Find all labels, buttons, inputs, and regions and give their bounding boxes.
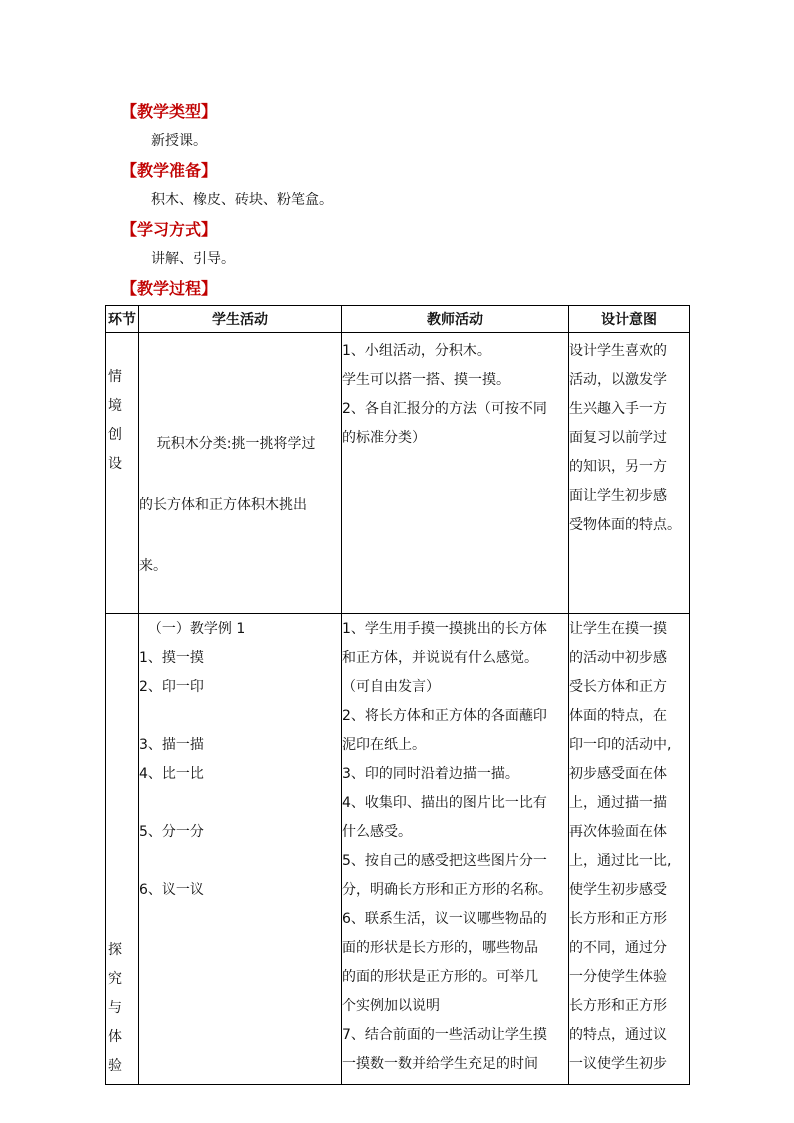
cell-line: 5、按自己的感受把这些图片分一 xyxy=(342,853,547,869)
teacher-activity-cell xyxy=(342,614,569,1085)
cell-line xyxy=(139,847,341,876)
cell-line: 的知识，另一方 xyxy=(569,459,667,475)
heading-teaching-process: 【教学过程】 xyxy=(121,279,218,298)
cell-line: 玩积木分类:挑一挑将学过 xyxy=(139,436,316,452)
cell-line: 1、学生用手摸一摸挑出的长方体 xyxy=(342,621,547,637)
stage-cell xyxy=(106,614,139,1085)
table-row xyxy=(106,614,690,1085)
lesson-plan-table xyxy=(105,305,690,1085)
stage-char: 究 xyxy=(108,971,122,987)
cell-line: 长方形和正方形 xyxy=(569,998,667,1014)
cell-line: 印一印的活动中, xyxy=(569,737,672,753)
cell-line: 上，通过描一描 xyxy=(569,795,667,811)
cell-line: 受长方体和正方 xyxy=(569,679,667,695)
cell-line: 3、描一描 xyxy=(139,737,204,753)
cell-line: 1、摸一摸 xyxy=(139,650,204,666)
text-teaching-type: 新授课。 xyxy=(151,133,207,149)
stage-char: 创 xyxy=(108,427,122,443)
cell-line: 3、印的同时沿着边描一描。 xyxy=(342,766,519,782)
cell-line: 6、议一议 xyxy=(139,882,204,898)
student-activity-cell xyxy=(139,614,342,1085)
stage-cell xyxy=(106,333,139,614)
cell-line: 一议使学生初步 xyxy=(569,1056,667,1072)
stage-char: 设 xyxy=(108,456,122,472)
cell-line: 使学生初步感受 xyxy=(569,882,667,898)
cell-line: （一）教学例 1 xyxy=(139,621,246,637)
cell-line: 4、收集印、描出的图片比一比有 xyxy=(342,795,547,811)
cell-line: 学生可以搭一搭、摸一摸。 xyxy=(342,372,510,388)
stage-char: 探 xyxy=(108,942,122,958)
cell-line: 面的形状是长方形的，哪些物品 xyxy=(342,940,538,956)
header-teacher-activity: 教师活动 xyxy=(342,306,569,333)
cell-line: 来。 xyxy=(139,558,167,574)
table-header-row xyxy=(106,306,690,333)
cell-line: 5、分一分 xyxy=(139,824,204,840)
cell-line: 受物体面的特点。 xyxy=(569,517,681,533)
cell-line: 1、小组活动，分积木。 xyxy=(342,343,491,359)
header-student-activity: 学生活动 xyxy=(139,306,342,333)
cell-line: 面复习以前学过 xyxy=(569,430,667,446)
cell-line: 再次体验面在体 xyxy=(569,824,667,840)
student-activity-cell xyxy=(139,333,342,614)
cell-line: 上，通过比一比, xyxy=(569,853,672,869)
header-stage: 环节 xyxy=(106,306,139,333)
cell-line: 让学生在摸一摸 xyxy=(569,621,667,637)
text-learning-method: 讲解、引导。 xyxy=(151,251,235,267)
cell-line xyxy=(139,702,341,731)
stage-char: 情 xyxy=(108,369,122,385)
cell-line: 初步感受面在体 xyxy=(569,766,667,782)
cell-line: 活动，以激发学 xyxy=(569,372,667,388)
cell-line: 泥印在纸上。 xyxy=(342,737,426,753)
cell-line: 的标准分类） xyxy=(342,430,426,446)
design-intent-cell xyxy=(569,614,690,1085)
cell-line: 生兴趣入手一方 xyxy=(569,401,667,417)
cell-line xyxy=(139,369,341,398)
cell-line: 和正方体，并说说有什么感觉。 xyxy=(342,650,538,666)
cell-line: 分，明确长方形和正方形的名称。 xyxy=(342,882,552,898)
stage-char: 境 xyxy=(108,398,122,414)
heading-learning-method: 【学习方式】 xyxy=(121,220,218,239)
cell-line: 2、各自汇报分的方法（可按不同 xyxy=(342,401,547,417)
cell-line: 的长方体和正方体积木挑出 xyxy=(139,497,307,513)
cell-line: 长方形和正方形 xyxy=(569,911,667,927)
heading-teaching-prep: 【教学准备】 xyxy=(121,161,218,180)
cell-line: 体面的特点，在 xyxy=(569,708,667,724)
stage-char: 与 xyxy=(108,1000,122,1016)
cell-line: 一分使学生体验 xyxy=(569,969,667,985)
cell-line xyxy=(139,789,341,818)
cell-line: 的不同，通过分 xyxy=(569,940,667,956)
heading-teaching-type: 【教学类型】 xyxy=(121,102,218,121)
cell-line: 2、印一印 xyxy=(139,679,204,695)
cell-line: 个实例加以说明 xyxy=(342,998,440,1014)
cell-line: 的特点，通过议 xyxy=(569,1027,667,1043)
cell-line: 一摸数一数并给学生充足的时间 xyxy=(342,1056,538,1072)
table-row xyxy=(106,333,690,614)
cell-line: 设计学生喜欢的 xyxy=(569,343,667,359)
design-intent-cell xyxy=(569,333,690,614)
cell-line: 2、将长方体和正方体的各面蘸印 xyxy=(342,708,547,724)
stage-char: 体 xyxy=(108,1029,122,1045)
stage-char: 验 xyxy=(108,1058,122,1074)
cell-line: 的活动中初步感 xyxy=(569,650,667,666)
header-design-intent: 设计意图 xyxy=(569,306,690,333)
cell-line: 面让学生初步感 xyxy=(569,488,667,504)
cell-line: 4、比一比 xyxy=(139,766,204,782)
cell-line: 的面的形状是正方形的。可举几 xyxy=(342,969,538,985)
teacher-activity-cell xyxy=(342,333,569,614)
text-teaching-prep: 积木、橡皮、砖块、粉笔盒。 xyxy=(151,192,333,208)
cell-line: 7、结合前面的一些活动让学生摸 xyxy=(342,1027,547,1043)
cell-line: 6、联系生活，议一议哪些物品的 xyxy=(342,911,547,927)
cell-line: （可自由发言） xyxy=(342,679,440,695)
cell-line: 什么感受。 xyxy=(342,824,412,840)
